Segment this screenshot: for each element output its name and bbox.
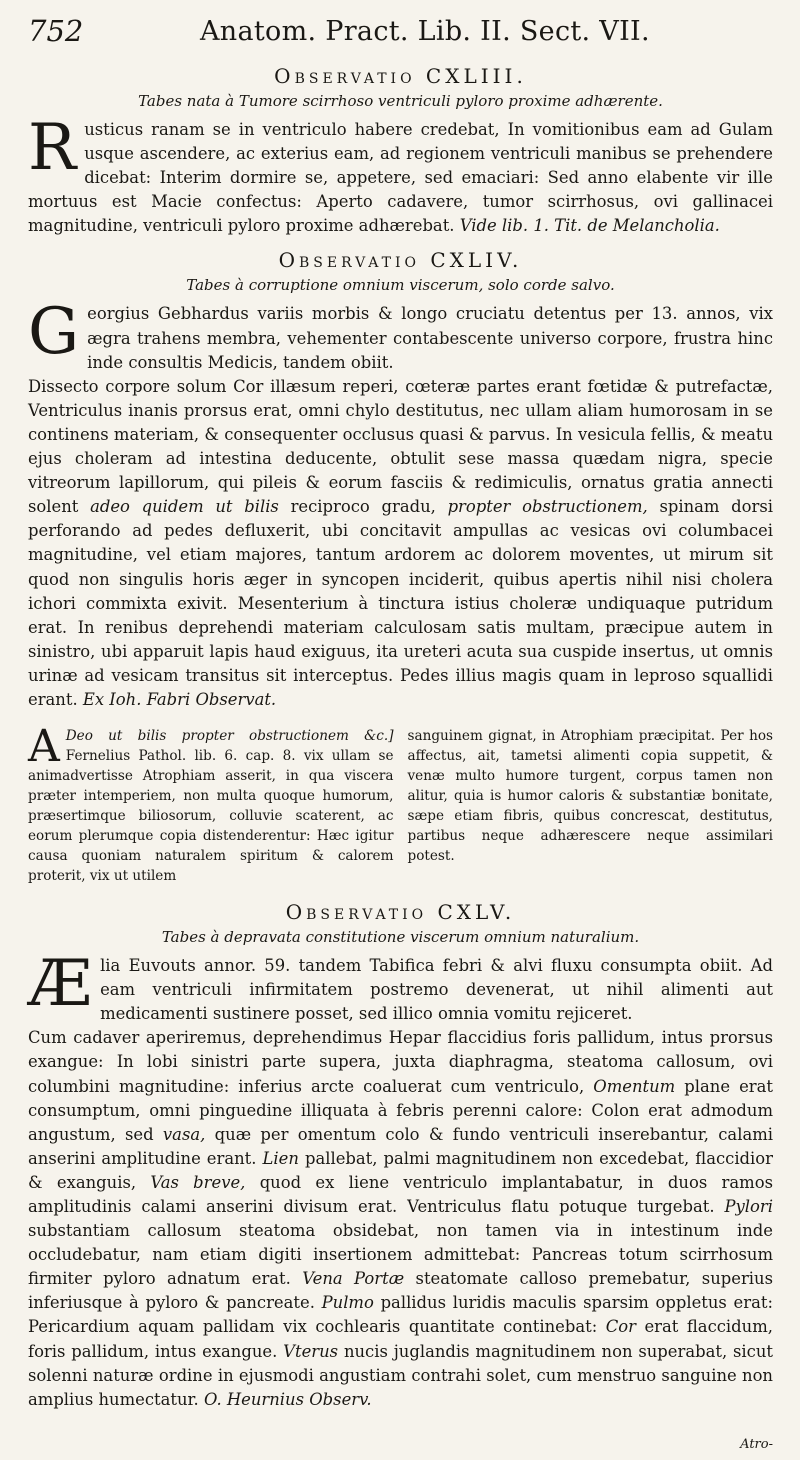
obs-144-para-1: Georgius Gebhardus variis morbis & longo cruciatu detentus per 13. annos, vix ægra trahens membra, vehementer contabescente universo corpore, frustra hinc inde consultis Medicis, tandem obiit.	[28, 295, 773, 372]
page-header	[28, 14, 773, 62]
dropcap: A	[28, 721, 60, 773]
obs-145-para-1: Ælia Euvouts annor. 59. tandem Tabifica febri & alvi fluxu consumpta obiit. Ad eam ventriculi infirmitatem postremo devenerat, ut nihil alimenti aut medicamenti sustinere posset, sed illico omnia vomitu rejiceret.	[28, 947, 773, 1024]
obs-144-title: Observatio CXLIV.	[278, 248, 523, 273]
dropcap: Æ	[28, 947, 93, 1022]
obs-143-title: Observatio CXLIII.	[274, 64, 527, 88]
dropcap: G	[28, 295, 80, 370]
reference: O. Heurnius Observ.	[203, 1389, 372, 1409]
reference: Ex Ioh. Fabri Observat.	[82, 689, 277, 709]
reference: Vide lib. 1. Tit. de Melancholia.	[459, 216, 720, 236]
note-lemma: Deo ut bilis propter obstructionem &c.]	[65, 728, 394, 745]
obs-143-text: Rusticus ranam se in ventriculo habere credebat, In vomitionibus eam ad Gulam usque ascendere, ac exterius eam, ad regionem ventriculi manibus se prehendere dicebat: Interim dormire se, appetere, sed emaciari: Sed anno elabente vir ille mortuus est Macie confectus: Aperto cadavere, tumor scirrhosus, ovi gallinacei magnitudine, ventriculi pyloro proxime adhærebat. Vide lib. 1. Tit. de Melancholia.	[28, 111, 773, 236]
obs-144-subtitle: Tabes à corruptione omnium viscerum, solo corde salvo.	[186, 276, 615, 295]
running-title: Anatom. Pract. Lib. II. Sect. VII.	[200, 16, 650, 47]
obs-143-subtitle: Tabes nata à Tumore scirrhoso ventriculi pyloro proxime adhærente.	[138, 92, 663, 110]
obs-145-subtitle: Tabes à depravata constitutione viscerum omnium naturalium.	[161, 928, 640, 947]
note-column-left: A Deo ut bilis propter obstructionem &c.] Fernelius Pathol. lib. 6. cap. 8. vix ullam se animadvertisse Atrophiam asserit, in qua viscera præter intemperiem, non multa quoque humorum, præsertimque biliosorum, colluvie scaterent, ac eorum plerumque copia distenderentur: Hæc igitur causa quoniam naturalem spiritum & calorem proterit, vix ut utilem	[28, 721, 394, 885]
catchword: Atro-	[740, 1437, 773, 1452]
note-column-right: sanguinem gignat, in Atrophiam præcipitat. Per hos affectus, ait, tametsi alimenti copia suppetit, & venæ multo humore turgent, corpus tamen non alitur, quia is humor caloris & substantiæ bonitate, sæpe etiam fibris, quibus concrescat, destitutus, partibus neque adhærescere neque assimilari potest.	[407, 728, 773, 865]
obs-145-para-2: Cum cadaver aperiremus, deprehendimus Hepar flaccidius foris pallidum, intus prorsus exangue: In lobi sinistri parte supera, juxta diaphragma, steatoma callosum, ovi columbini magnitudine: inferius arcte coaluerat cum ventriculo, Omentum plane erat consumptum, omni pinguedine illiquata à febris perenni calore: Colon erat admodum angustum, sed vasa, quæ per omentum colo & fundo ventriculi inserebantur, calami anserini amplitudine erant. Lien pallebat, palmi magnitudinem non excedebat, flaccidior & exanguis, Vas breve, quod ex liene ventriculo implantabatur, in duos ramos amplitudinis calami anserini divisum erat. Ventriculus flatu potuque turgebat. Pylori substantiam callosum steatoma obsidebat, non tamen via in intestinum inde occludebatur, nam etiam digiti insertionem admittebat: Pancreas totum scirrhosum firmiter pyloro adnatum erat. Vena Portæ steatomate calloso premebatur, superius inferiusque à pyloro & pancreate. Pulmo pallidus luridis maculis sparsim oppletus erat: Pericardium aquam pallidam vix cochlearis quantitate continebat: Cor erat flaccidum, foris pallidum, intus exangue. Vterus nucis juglandis magnitudinem non superabat, sicut solenni naturæ ordine in ejusmodi angustiam contrahi solet, cum menstruo sanguine non amplius humectatur. O. Heurnius Observ.	[28, 1028, 773, 1409]
dropcap: R	[28, 111, 77, 185]
obs-144-para-2: Dissecto corpore solum Cor illæsum reperi, cœteræ partes erant fœtidæ & putrefactæ, Ventriculus inanis prorsus erat, omni chylo destitutus, nec ullam aliam humorosam in se continens materiam, & consequenter occlusus quasi & parvus. In vesicula fellis, & meatu ejus choleram ad intestina deducente, obtulit sese massa quædam nigra, specie vitreorum lapillorum, qui pileis & eorum fasciis & redimiculis, ornatus gratia annecti solent adeo quidem ut bilis reciproco gradu, propter obstructionem, spinam dorsi perforando ad pedes defluxerit, ubi concitavit ampullas ac vesicas ovi columbacei magnitudine, vel etiam majores, tantum ardorem ac dolorem moventes, ut mirum sit quod non singulis horis æger in syncopen inciderit, quibus apertis nihil nisi cholera ichori commixta exivit. Mesenterium à tinctura istius choleræ undiquaque putridum erat. In renibus deprehendi materiam calculosam satis multam, præcipue autem in sinistro, ubi apparuit lapis haud exiguus, ita ureteri acuta sua cuspide insertus, ut omnis urinæ ad vesicam transitus sit interceptus. Pedes illius magis quam in leproso squallidi erant. Ex Ioh. Fabri Observat.	[28, 376, 774, 709]
obs-145-title: Observatio CXLV.	[285, 900, 516, 925]
commentary-note	[28, 721, 773, 886]
page-number: 752	[28, 14, 84, 48]
book-page	[28, 14, 773, 1454]
